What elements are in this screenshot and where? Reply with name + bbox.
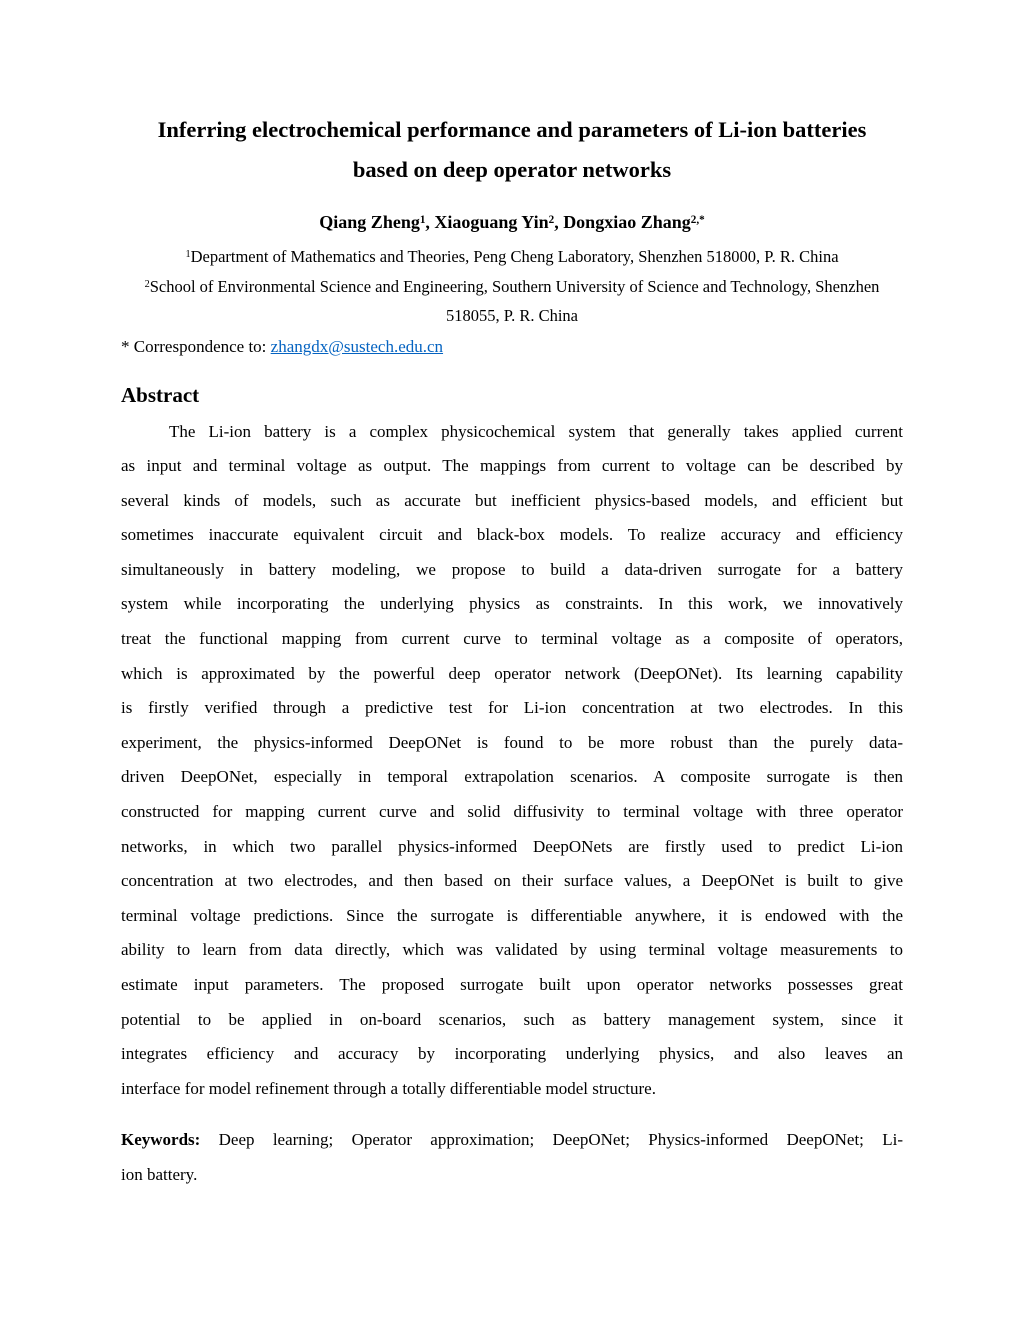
author-name: Xiaoguang Yin (434, 212, 549, 232)
keywords-paragraph (121, 1123, 903, 1192)
paper-title-line1: Inferring electrochemical performance and parameters of Li-ion batteries (157, 117, 867, 142)
abstract-line: simultaneously in battery modeling, we propose to build a data-driven surrogate for a battery (121, 559, 903, 579)
abstract-line: system while incorporating the underlying physics as constraints. In this work, we innovatively (121, 594, 903, 614)
abstract-line: is firstly verified through a predictive test for Li-ion concentration at two electrodes. In this (121, 698, 903, 718)
abstract-line: treat the functional mapping from current curve to terminal voltage as a composite of operators, (121, 629, 903, 649)
keywords-list: Deep learning; Operator approximation; DeepONet; Physics-informed DeepONet; Li- (200, 1130, 903, 1150)
abstract-line: driven DeepONet, especially in temporal extrapolation scenarios. A composite surrogate is then (121, 767, 903, 787)
affiliation-1-mark: 1 (185, 249, 191, 261)
paper-title-line2: based on deep operator networks (352, 157, 672, 182)
abstract-line: which is approximated by the powerful deep operator network (DeepONet). Its learning capability (121, 663, 903, 683)
paper-title (121, 110, 903, 190)
author-affiliation-mark: 2,* (690, 213, 705, 226)
abstract-line: networks, in which two parallel physics-informed DeepONets are firstly used to predict Li-ion (121, 836, 903, 856)
abstract-line: The Li-ion battery is a complex physicochemical system that generally takes applied current (169, 421, 903, 441)
author-name: Qiang Zheng (319, 212, 420, 232)
abstract-line: estimate input parameters. The proposed surrogate built upon operator networks possesses great (121, 975, 903, 994)
correspondence-line (121, 335, 903, 359)
author-line: Qiang Zheng$^1$, Xiaoguang Yin$^2$, Dongxiao Zhang$^{2,*}$ (319, 212, 705, 232)
abstract-line: concentration at two electrodes, and then based on their surface values, a DeepONet is built to give (121, 871, 903, 891)
abstract-line: potential to be applied in on-board scenarios, such as battery management system, since it (121, 1009, 903, 1029)
abstract-line: as input and terminal voltage as output. The mappings from current to voltage can be described by (121, 456, 903, 476)
keywords-line-2: ion battery. (121, 1164, 198, 1184)
abstract-line: several kinds of models, such as accurate but inefficient physics-based models, and efficient but (121, 490, 903, 510)
abstract-paragraph (121, 415, 903, 1107)
affiliation-2-continued: 518055, P. R. China (445, 306, 579, 325)
abstract-line: ability to learn from data directly, which was validated by using terminal voltage measurements to (121, 940, 903, 960)
correspondence-marker: * (121, 336, 130, 356)
abstract-line: integrates efficiency and accuracy by incorporating underlying physics, and also leaves an (121, 1044, 903, 1064)
abstract-line: experiment, the physics-informed DeepONet is found to be more robust than the purely data- (121, 732, 903, 752)
abstract-line: terminal voltage predictions. Since the surrogate is differentiable anywhere, it is endowed with the (121, 905, 903, 925)
author-affiliation-mark: 2 (548, 213, 555, 226)
correspondence-email-link[interactable]: zhangdx@sustech.edu.cn (270, 336, 444, 356)
keywords-label: Keywords: (121, 1130, 201, 1150)
keywords-line-1 (121, 1123, 903, 1158)
author-name: Dongxiao Zhang (563, 212, 691, 232)
affiliation-1: $^1$Department of Mathematics and Theories, Peng Cheng Laboratory, Shenzhen 518000, P. R. China (185, 247, 839, 266)
abstract-heading: Abstract (121, 382, 200, 407)
abstract-line: sometimes inaccurate equivalent circuit and black-box models. To realize accuracy and efficiency (121, 525, 903, 545)
abstract-line: constructed for mapping current curve and solid diffusivity to terminal voltage with three operator (121, 802, 903, 822)
affiliation-2: $^2$School of Environmental Science and Engineering, Southern University of Science and Technology, Shenzhen (144, 276, 880, 296)
affiliation-2-mark: 2 (144, 278, 150, 290)
correspondence-label: Correspondence to: (129, 336, 271, 356)
abstract-line: interface for model refinement through a totally differentiable model structure. (121, 1078, 656, 1098)
author-affiliation-mark: 1 (419, 213, 426, 226)
affiliations (121, 242, 903, 331)
